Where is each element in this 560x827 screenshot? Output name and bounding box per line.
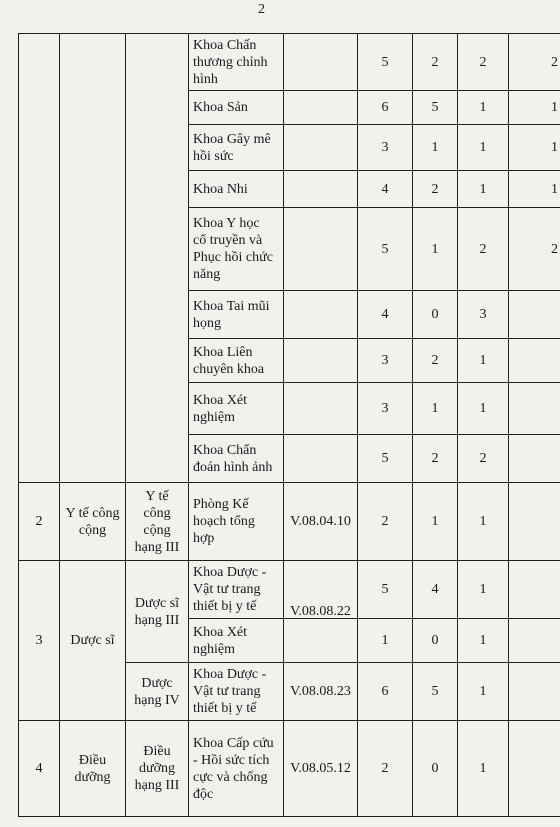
table-cell-number: 1 (479, 100, 487, 115)
table-cell-department: Khoa Xét nghiệm (193, 392, 248, 425)
table-cell-number: 5 (431, 684, 439, 699)
table-cell-code: V.08.08.22 (290, 604, 351, 619)
table-cell-department: Khoa Chẩn đoán hình ảnh (193, 442, 273, 475)
table-cell-number: 5 (431, 100, 439, 115)
table-cell-department: Khoa Cấp cứu - Hồi sức tích cực và chống độc (193, 735, 274, 802)
table-cell-department: Khoa Liên chuyên khoa (193, 344, 265, 377)
table-cell-number: 1 (479, 353, 487, 368)
table-cell-number: 1 (431, 140, 439, 155)
table-cell-number: 1 (479, 181, 487, 197)
table-cell-number: 1 (431, 241, 439, 257)
table-cell-number: 2 (551, 241, 558, 257)
table-cell-number: 2 (479, 451, 487, 466)
table-cell-rank: Dược hạng IV (134, 675, 180, 708)
table-cell-position: Dược sĩ (70, 633, 115, 648)
table-cell-code: V.08.08.23 (290, 684, 351, 699)
table-cell-department: Khoa Chấn thương chỉnh hình (193, 37, 268, 87)
table-cell-number: 2 (431, 353, 439, 368)
table-cell-number: 4 (381, 181, 389, 197)
table-border-bottom (18, 816, 560, 817)
table-cell-number: 1 (479, 140, 487, 155)
table-cell-number: 6 (381, 100, 389, 115)
table-cell-number: 5 (381, 241, 389, 257)
table-cell-number: 1 (551, 100, 558, 115)
table-cell-code: V.08.04.10 (290, 514, 351, 529)
table-cell-rank: Y tế công cộng hạng III (134, 488, 180, 555)
table-cell-number: 2 (431, 181, 439, 197)
table-cell-number: 4 (381, 307, 389, 322)
table-cell-number: 2 (551, 54, 558, 70)
table-cell-number: 1 (479, 582, 487, 597)
table-cell-number: 0 (431, 761, 439, 776)
table-cell-code: V.08.05.12 (290, 761, 351, 776)
table-cell-number: 5 (381, 54, 389, 70)
table-cell-number: 2 (479, 241, 487, 257)
table-cell-number: 1 (479, 684, 487, 699)
table-cell-number: 0 (431, 307, 439, 322)
table-cell-number: 2 (381, 761, 389, 776)
table-cell-number: 0 (431, 633, 439, 648)
table-cell-number: 5 (381, 582, 389, 597)
table-cell-department: Khoa Xét nghiệm (193, 624, 248, 657)
table-cell-number: 3 (381, 353, 389, 368)
table-cell-number: 2 (479, 54, 487, 70)
table-cell-number: 1 (551, 140, 558, 155)
table-cell-number: 1 (479, 514, 487, 529)
table-cell-number: 1 (479, 633, 487, 648)
table-cell-position: Điều dưỡng (74, 752, 111, 785)
table-cell-stt: 4 (35, 761, 43, 776)
table-cell-number: 1 (431, 514, 439, 529)
table-cell-number: 2 (381, 514, 389, 529)
table-cell-number: 2 (431, 451, 439, 466)
table-cell-number: 6 (381, 684, 389, 699)
table-cell-stt: 2 (35, 514, 43, 529)
table-cell-number: 3 (381, 401, 389, 416)
table-cell-department: Phòng Kế hoạch tổng hợp (193, 497, 255, 546)
table-cell-number: 1 (479, 401, 487, 416)
table-cell-department: Khoa Tai mũi họng (193, 298, 270, 331)
table-cell-department: Khoa Sản (193, 100, 248, 115)
table-cell-number: 3 (479, 307, 487, 322)
table-cell-department: Khoa Gây mê hồi sức (193, 131, 271, 164)
table-cell-position: Y tế công cộng (65, 505, 120, 538)
table-cell-number: 4 (431, 582, 439, 597)
table-cell-number: 5 (381, 451, 389, 466)
page-number: 2 (258, 2, 265, 17)
table-cell-number: 1 (479, 761, 487, 776)
table-cell-rank: Dược sĩ hạng III (134, 595, 180, 628)
table-cell-number: 2 (431, 54, 439, 70)
table-cell-number: 1 (381, 633, 389, 648)
table-cell-number: 1 (431, 401, 439, 416)
table-cell-stt: 3 (35, 633, 43, 648)
table-cell-number: 1 (551, 181, 558, 197)
table-cell-department: Khoa Dược - Vật tư trang thiết bị y tế (193, 667, 267, 716)
table-cell-number: 3 (381, 140, 389, 155)
table-cell-department: Khoa Y học cổ truyền và Phục hồi chức năng (193, 216, 273, 282)
table-cell-department: Khoa Dược - Vật tư trang thiết bị y tế (193, 565, 267, 614)
table-cell-department: Khoa Nhi (193, 181, 248, 197)
table-cell-rank: Điều dưỡng hạng III (134, 744, 180, 793)
